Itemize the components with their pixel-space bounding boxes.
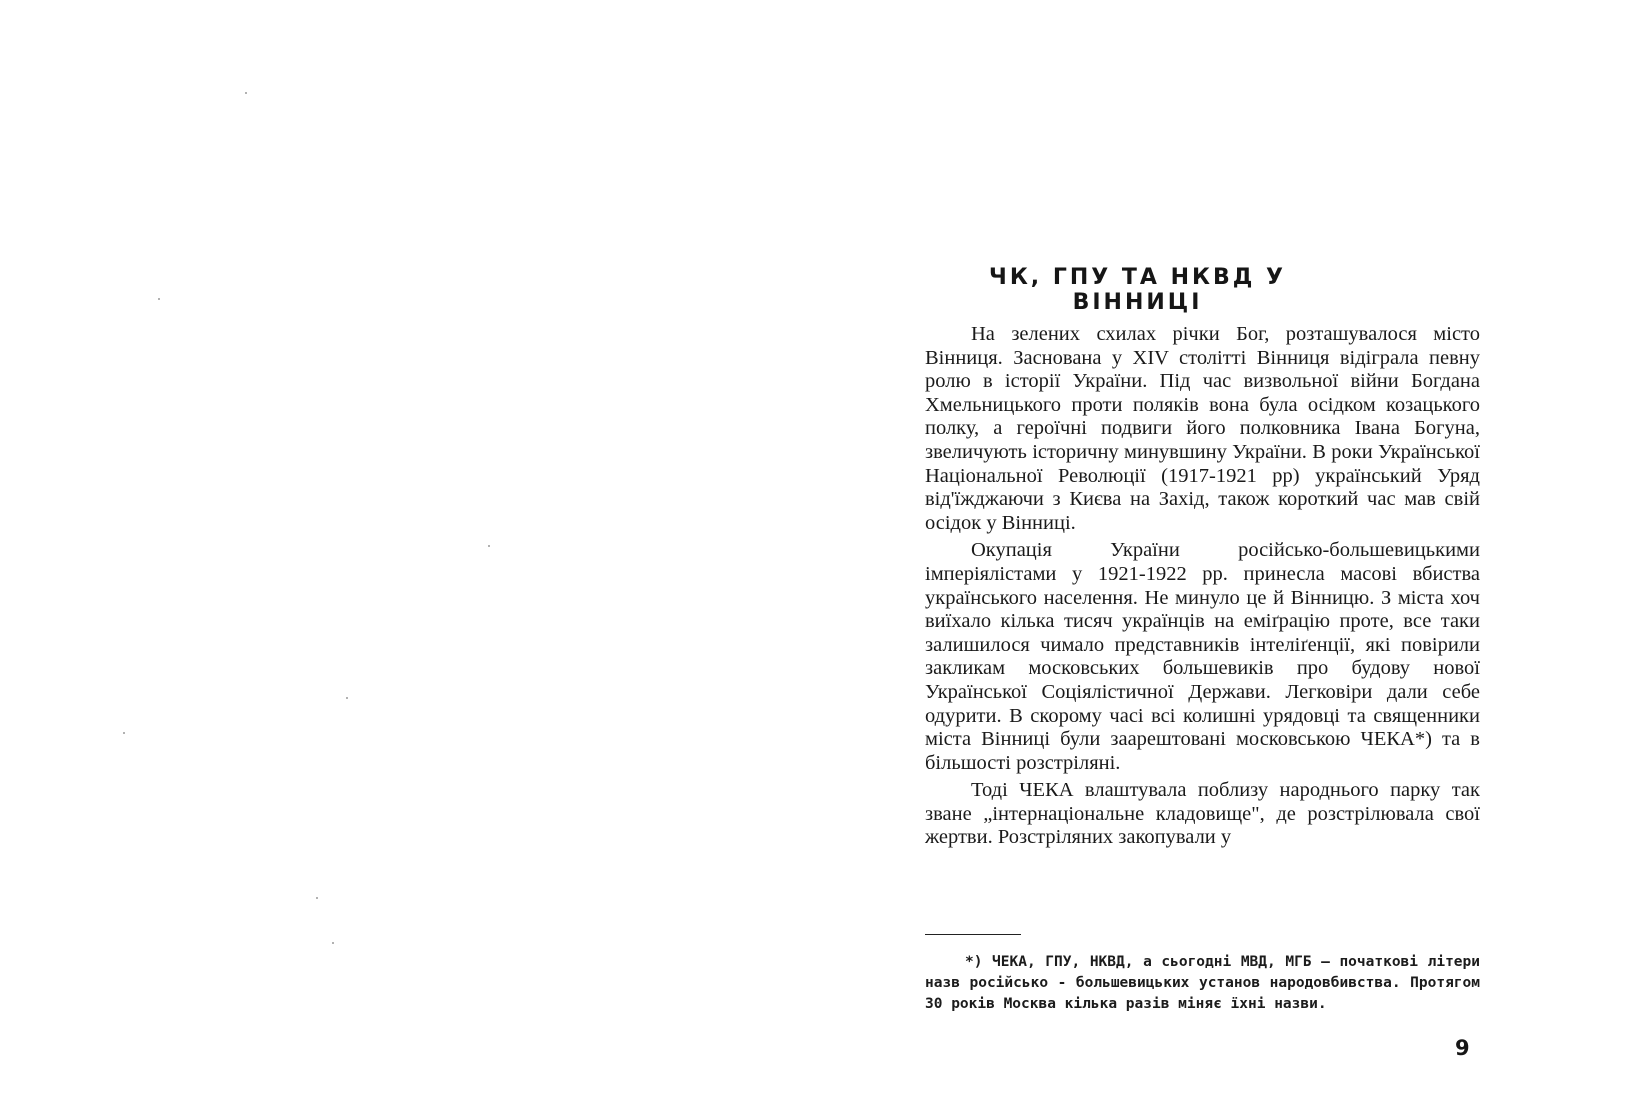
- footnote: *) ЧЕКА, ГПУ, НКВД, а сьогодні МВД, МГБ — початкові літери назв російсько - большевицьких установ народовбивства. Протягом 30 років Москва кілька разів міняє їхні назви.: [925, 954, 1480, 1012]
- chapter-body: [925, 323, 1480, 854]
- scan-speck: [488, 545, 490, 547]
- paragraph: На зелених схилах річки Бог, розташувалося місто Вінниця. Заснована у XIV столітті Вінниця відіграла певну ролю в історії України. Під час визвольної війни Богдана Хмельницького проти поляків вона була осідком козацького полку, а героїчні подвиги його полковника Івана Богуна, звеличують історичну минувшину України. В роки Української Національної Революції (1917-1921 рр) український Уряд від'їжджаючи з Києва на Захід, також короткий час мав свій осідок у Вінниці.: [925, 323, 1480, 534]
- paragraph: Тоді ЧЕКА влаштувала поблизу народнього парку так зване „інтернаціональне кладовище", де розстрілювала свої жертви. Розстріляних закопували у: [925, 779, 1480, 849]
- scan-speck: [158, 298, 160, 300]
- scan-speck: [346, 697, 348, 699]
- right-page: [825, 0, 1650, 1109]
- scan-speck: [332, 942, 334, 944]
- paragraph: Окупація України російсько-большевицькими імперіялістами у 1921-1922 рр. принесла масові вбиства українського населення. Не минуло це й Вінницю. З міста хоч виїхало кілька тисяч українців на еміґрацію проте, все таки залишилося чимало представників інтеліґенції, які повірили закликам московських большевиків про будову нової Української Соціялістичної Держави. Легковіри дали себе одурити. В скорому часі всі колишні урядовці та священники міста Вінниці були заарештовані московською ЧЕКА*) та в більшості розстріляні.: [925, 539, 1480, 774]
- scan-speck: [123, 732, 125, 734]
- footnote-separator: [925, 934, 1021, 935]
- page-number: 9: [1455, 1036, 1470, 1060]
- chapter-heading: ЧК, ГПУ ТА НКВД У ВІННИЦІ: [989, 265, 1286, 315]
- scan-speck: [316, 897, 318, 899]
- scan-speck: [245, 92, 247, 94]
